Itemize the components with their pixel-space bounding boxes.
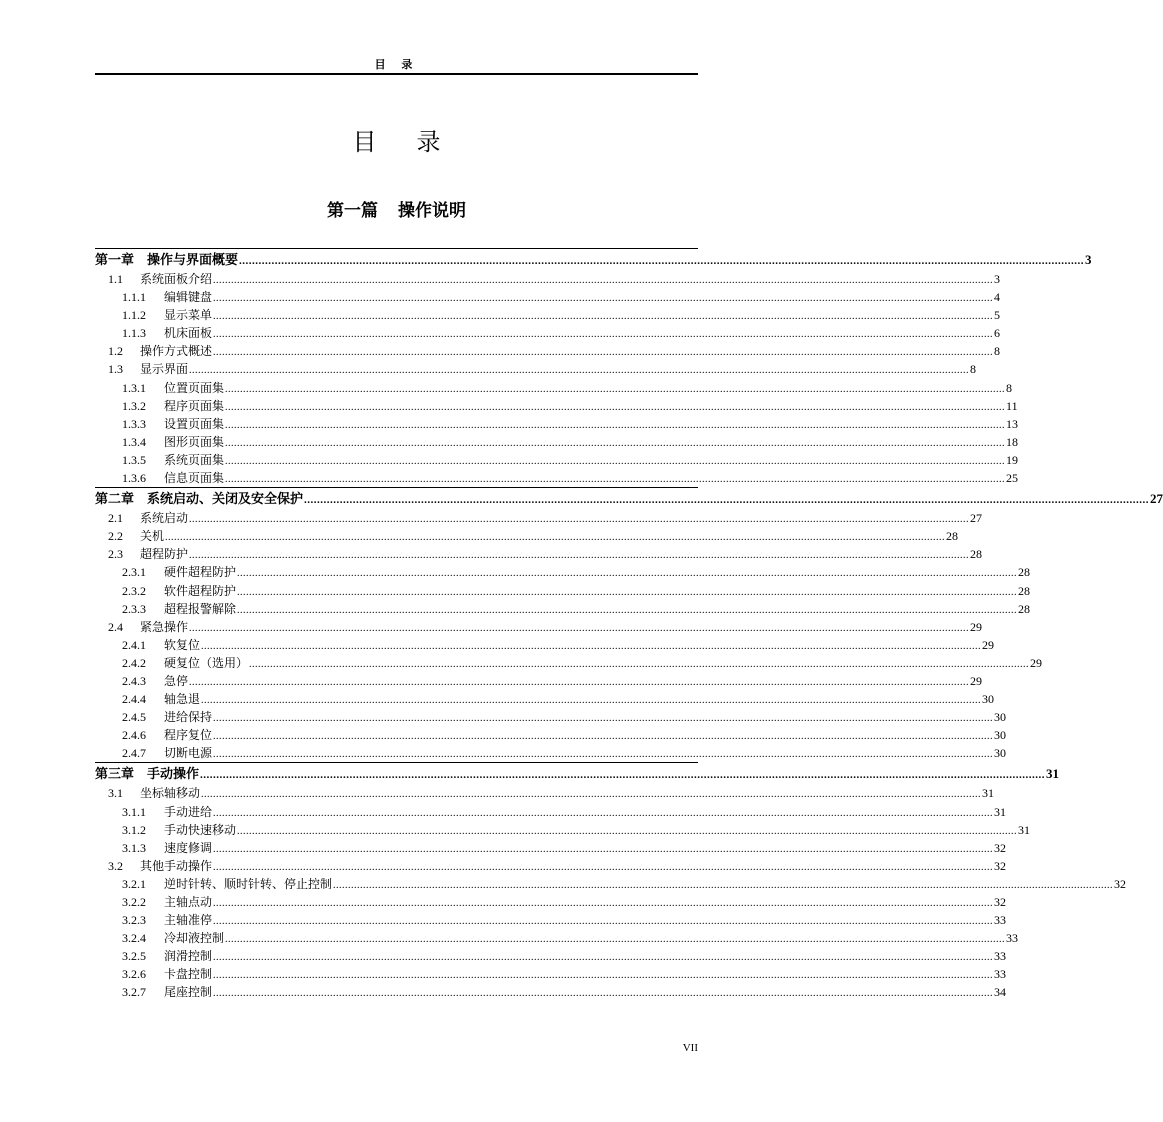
toc-leader-dots: .................................................................................................................................................................................................................................................................... — [237, 586, 1018, 598]
toc-entry-text: 逆时针转、顺时针转、停止控制 — [164, 876, 333, 891]
toc-leader-dots: .................................................................................................................................................................................................................................................................... — [189, 676, 970, 688]
toc-entry-number: 3.2.4 — [122, 931, 146, 946]
toc-leader-dots: .................................................................................................................................................................................................................................................................... — [165, 532, 946, 544]
toc-entry-page: 29 — [970, 673, 983, 688]
toc-entry-text: 尾座控制 — [164, 985, 213, 1000]
toc-entry-number: 2.3 — [108, 547, 123, 562]
toc-subsection-entry[interactable] — [95, 708, 1007, 726]
toc-entry-number: 3.2.2 — [122, 895, 146, 909]
toc-entry-page: 8 — [994, 344, 1001, 359]
toc-leader-dots: .................................................................................................................................................................................................................................................................... — [213, 916, 994, 928]
toc-entry-text: 速度修调 — [164, 840, 213, 855]
toc-entry-number: 1.3 — [108, 362, 123, 377]
toc-entry-number: 2.3.2 — [122, 583, 146, 598]
toc-leader-dots: .................................................................................................................................................................................................................................................................... — [213, 347, 994, 359]
toc-entry-text: 关机 — [140, 529, 165, 544]
toc-leader-dots: .................................................................................................................................................................................................................................................................... — [213, 329, 994, 341]
toc-entry-text: 操作与界面概要 — [147, 253, 239, 268]
toc-entry-page: 11 — [1006, 398, 1018, 413]
toc-subsection-entry[interactable] — [95, 672, 983, 690]
toc-leader-dots: .................................................................................................................................................................................................................................................................... — [213, 988, 994, 1000]
toc-entry-number: 3.2.7 — [122, 985, 146, 1000]
toc-leader-dots: .................................................................................................................................................................................................................................................................... — [201, 640, 982, 652]
toc-entry-page: 28 — [1018, 565, 1031, 580]
toc-section-entry[interactable] — [95, 618, 983, 636]
toc-subsection-entry[interactable] — [95, 726, 1007, 744]
toc-leader-dots: .................................................................................................................................................................................................................................................................... — [201, 695, 982, 707]
toc-entry-number: 3.1.3 — [122, 840, 146, 855]
toc-entry-page: 28 — [1018, 601, 1031, 616]
toc-entry-number: 1.1.2 — [122, 308, 146, 323]
toc-subsection-entry[interactable] — [95, 600, 1031, 618]
toc-entry-page: 18 — [1006, 434, 1019, 449]
toc-chapter-entry[interactable] — [95, 762, 1060, 784]
toc-subsection-entry[interactable] — [95, 965, 1007, 983]
toc-leader-dots: .................................................................................................................................................................................................................................................................... — [213, 275, 994, 286]
toc-leader-dots: .................................................................................................................................................................................................................................................................... — [213, 713, 994, 725]
toc-entry-number: 3.1.2 — [122, 822, 146, 837]
header-rule — [95, 73, 698, 75]
toc-entry-number: 1.3.4 — [122, 434, 146, 449]
toc-entry-text: 编辑键盘 — [164, 290, 213, 305]
toc-entry-number: 2.4.1 — [122, 637, 146, 652]
toc-entry-text: 进给保持 — [164, 710, 213, 725]
toc-leader-dots: .................................................................................................................................................................................................................................................................... — [225, 474, 1006, 486]
toc-entry-number: 1.3.5 — [122, 452, 146, 467]
toc-entry-page: 29 — [1030, 655, 1043, 670]
toc-entry-text: 机床面板 — [164, 326, 213, 341]
toc-leader-dots: .................................................................................................................................................................................................................................................................... — [213, 861, 994, 873]
toc-leader-dots: .................................................................................................................................................................................................................................................................... — [189, 365, 970, 377]
toc-subsection-entry[interactable] — [95, 839, 1007, 857]
toc-leader-dots: .................................................................................................................................................................................................................................................................... — [200, 769, 1046, 782]
toc-entry-page: 25 — [1006, 471, 1019, 486]
toc-leader-dots: .................................................................................................................................................................................................................................................................... — [304, 494, 1150, 507]
toc-entry-text: 手动进给 — [164, 804, 213, 819]
toc-leader-dots: .................................................................................................................................................................................................................................................................... — [225, 437, 1006, 449]
toc-entry-number: 2.3.1 — [122, 565, 146, 580]
toc-entry-number: 1.3.2 — [122, 398, 146, 413]
toc-entry-number: 2.3.3 — [122, 601, 146, 616]
toc-subsection-entry[interactable] — [95, 654, 1043, 672]
toc-leader-dots: .................................................................................................................................................................................................................................................................... — [225, 934, 1006, 946]
toc-leader-dots: .................................................................................................................................................................................................................................................................... — [237, 568, 1018, 580]
toc-chapter-entry[interactable] — [95, 487, 1163, 509]
toc-leader-dots: .................................................................................................................................................................................................................................................................... — [225, 455, 1006, 467]
toc-section-entry[interactable] — [95, 784, 995, 802]
toc-entry-page: 6 — [994, 326, 1001, 341]
toc-leader-dots: .................................................................................................................................................................................................................................................................... — [225, 383, 1006, 395]
toc-subsection-entry[interactable] — [95, 433, 1019, 451]
toc-entry-page: 32 — [994, 858, 1007, 873]
toc-leader-dots: .................................................................................................................................................................................................................................................................... — [237, 825, 1018, 837]
toc-entry-page: 28 — [970, 547, 983, 562]
toc-entry-text: 急停 — [164, 673, 189, 688]
toc-entry-number: 第三章 — [95, 767, 135, 783]
toc-leader-dots: .................................................................................................................................................................................................................................................................... — [213, 898, 994, 909]
toc-entry-page: 27 — [970, 511, 983, 526]
toc-entry-text: 图形页面集 — [164, 434, 225, 449]
toc-entry-text: 切断电源 — [164, 746, 213, 761]
toc-leader-dots: .................................................................................................................................................................................................................................................................... — [249, 658, 1030, 670]
toc-leader-dots: .................................................................................................................................................................................................................................................................... — [213, 311, 994, 323]
part-name: 操作说明 — [398, 201, 466, 221]
toc-entry-text: 超程报警解除 — [164, 601, 237, 616]
toc-entry-text: 显示菜单 — [164, 308, 213, 323]
toc-entry-number: 3.2 — [108, 858, 123, 873]
toc-entry-text: 硬件超程防护 — [164, 565, 237, 580]
toc-entry-page: 32 — [994, 840, 1007, 855]
toc-entry-text: 程序复位 — [164, 728, 213, 743]
toc-entry-text: 硬复位（选用） — [164, 655, 249, 670]
toc-leader-dots: .................................................................................................................................................................................................................................................................... — [213, 843, 994, 855]
toc-entry-page: 30 — [994, 728, 1007, 743]
toc-entry-page: 4 — [994, 290, 1001, 305]
toc-leader-dots: .................................................................................................................................................................................................................................................................... — [213, 952, 994, 964]
toc-leader-dots: .................................................................................................................................................................................................................................................................... — [225, 401, 1006, 413]
toc-subsection-entry[interactable] — [95, 379, 1013, 397]
toc-subsection-entry[interactable] — [95, 983, 1007, 1001]
toc-entry-number: 3.1.1 — [122, 804, 146, 819]
toc-entry-page: 33 — [994, 967, 1007, 982]
toc-subsection-entry[interactable] — [95, 929, 1019, 947]
toc-entry-text: 系统启动 — [140, 511, 189, 526]
toc-entry-text: 软件超程防护 — [164, 583, 237, 598]
toc-entry-page: 29 — [970, 619, 983, 634]
toc-leader-dots: .................................................................................................................................................................................................................................................................... — [189, 622, 970, 634]
toc-subsection-entry[interactable] — [95, 947, 1007, 965]
toc-entry-page: 32 — [1114, 876, 1127, 891]
toc-leader-dots: .................................................................................................................................................................................................................................................................... — [213, 749, 994, 761]
toc-entry-page: 33 — [994, 913, 1007, 928]
toc-section-entry[interactable] — [95, 527, 959, 545]
toc-section-entry[interactable] — [95, 360, 977, 378]
toc-entry-number: 3.2.5 — [122, 949, 146, 964]
toc-entry-page: 30 — [994, 746, 1007, 761]
toc-entry-number: 第一章 — [95, 253, 135, 268]
toc-entry-page: 33 — [1006, 931, 1019, 946]
toc-subsection-entry[interactable] — [95, 324, 1001, 342]
toc-entry-number: 1.2 — [108, 344, 123, 359]
toc-leader-dots: .................................................................................................................................................................................................................................................................... — [201, 789, 982, 801]
toc-entry-page: 34 — [994, 985, 1007, 1000]
toc-entry-page: 13 — [1006, 416, 1019, 431]
toc-entry-text: 轴急退 — [164, 692, 201, 707]
toc-subsection-entry[interactable] — [95, 563, 1031, 581]
toc-subsection-entry[interactable] — [95, 875, 1127, 893]
toc-leader-dots: .................................................................................................................................................................................................................................................................... — [213, 970, 994, 982]
toc-entry-text: 位置页面集 — [164, 380, 225, 395]
toc-entry-text: 卡盘控制 — [164, 967, 213, 982]
toc-entry-number: 2.4.4 — [122, 692, 146, 707]
toc-entry-text: 信息页面集 — [164, 471, 225, 486]
toc-subsection-entry[interactable] — [95, 288, 1001, 306]
toc-entry-number: 3.1 — [108, 786, 123, 801]
toc-entry-number: 1.3.6 — [122, 471, 146, 486]
toc-entry-page: 3 — [994, 272, 1001, 286]
toc-entry-page: 31 — [1046, 766, 1060, 782]
toc-entry-page: 19 — [1006, 452, 1019, 467]
toc-leader-dots: .................................................................................................................................................................................................................................................................... — [237, 604, 1018, 616]
toc-section-entry[interactable] — [95, 857, 1007, 875]
toc-subsection-entry[interactable] — [95, 744, 1007, 762]
toc-leader-dots: .................................................................................................................................................................................................................................................................... — [225, 419, 1006, 431]
toc-subsection-entry[interactable] — [95, 636, 995, 654]
toc-entry-number: 3.2.6 — [122, 967, 146, 982]
toc-section-entry[interactable] — [95, 270, 1001, 288]
toc-entry-text: 系统启动、关闭及安全保护 — [147, 492, 304, 508]
toc-entry-number: 1.3.3 — [122, 416, 146, 431]
toc-entry-number: 3.2.3 — [122, 913, 146, 928]
toc-entry-page: 28 — [946, 529, 959, 544]
running-header: 目 录 — [374, 58, 419, 71]
toc-subsection-entry[interactable] — [95, 821, 1031, 839]
toc-subsection-entry[interactable] — [95, 397, 1018, 415]
toc-subsection-entry[interactable] — [95, 469, 1019, 487]
toc-leader-dots: .................................................................................................................................................................................................................................................................... — [239, 255, 1085, 267]
toc-entry-text: 系统面板介绍 — [140, 272, 213, 286]
toc-entry-text: 其他手动操作 — [140, 858, 213, 873]
toc-entry-text: 软复位 — [164, 637, 201, 652]
toc-entry-text: 手动操作 — [147, 767, 200, 783]
toc-entry-number: 2.4.7 — [122, 746, 146, 761]
toc-leader-dots: .................................................................................................................................................................................................................................................................... — [189, 514, 970, 526]
toc-entry-number: 1.1.3 — [122, 326, 146, 341]
toc-entry-page: 33 — [994, 949, 1007, 964]
toc-entry-number: 3.2.1 — [122, 876, 146, 891]
toc-entry-text: 冷却液控制 — [164, 931, 225, 946]
toc-entry-page: 5 — [994, 308, 1001, 323]
part-label: 第一篇 — [327, 201, 378, 221]
table-of-contents — [95, 248, 1163, 1002]
toc-entry-page: 31 — [994, 804, 1007, 819]
toc-section-entry[interactable] — [95, 545, 983, 563]
toc-entry-text: 设置页面集 — [164, 416, 225, 431]
toc-leader-dots: .................................................................................................................................................................................................................................................................... — [213, 293, 994, 305]
toc-entry-number: 2.1 — [108, 511, 123, 526]
toc-entry-number: 2.4.3 — [122, 673, 146, 688]
toc-entry-text: 润滑控制 — [164, 949, 213, 964]
toc-leader-dots: .................................................................................................................................................................................................................................................................... — [213, 807, 994, 819]
toc-entry-number: 2.4.5 — [122, 710, 146, 725]
toc-entry-page: 31 — [1018, 822, 1031, 837]
toc-leader-dots: .................................................................................................................................................................................................................................................................... — [213, 731, 994, 743]
toc-entry-page: 28 — [1018, 583, 1031, 598]
toc-entry-page: 8 — [1006, 380, 1013, 395]
toc-subsection-entry[interactable] — [95, 582, 1031, 600]
toc-entry-number: 第二章 — [95, 492, 135, 508]
toc-subsection-entry[interactable] — [95, 803, 1007, 821]
toc-entry-number: 1.1.1 — [122, 290, 146, 305]
toc-entry-text: 系统页面集 — [164, 452, 225, 467]
toc-section-entry[interactable] — [95, 509, 983, 527]
toc-subsection-entry[interactable] — [95, 451, 1019, 469]
page-number: VII — [682, 1042, 698, 1054]
toc-title: 目录 — [352, 128, 481, 156]
toc-entry-number: 1.1 — [108, 272, 123, 286]
toc-entry-number: 1.3.1 — [122, 380, 146, 395]
toc-entry-page: 30 — [994, 710, 1007, 725]
toc-entry-page: 29 — [982, 637, 995, 652]
toc-leader-dots: .................................................................................................................................................................................................................................................................... — [333, 879, 1114, 891]
toc-entry-page: 3 — [1085, 252, 1092, 267]
toc-entry-text: 主轴准停 — [164, 913, 213, 928]
toc-section-entry[interactable] — [95, 342, 1001, 360]
part-title — [95, 198, 698, 224]
toc-entry-text: 操作方式概述 — [140, 344, 213, 359]
toc-subsection-entry[interactable] — [95, 306, 1001, 324]
toc-subsection-entry[interactable] — [95, 893, 1007, 911]
toc-entry-number: 2.4.6 — [122, 728, 146, 743]
toc-entry-number: 2.4 — [108, 619, 123, 634]
toc-entry-page: 8 — [970, 362, 977, 377]
toc-entry-text: 程序页面集 — [164, 398, 225, 413]
toc-subsection-entry[interactable] — [95, 690, 995, 708]
toc-entry-page: 30 — [982, 692, 995, 707]
toc-subsection-entry[interactable] — [95, 415, 1019, 433]
toc-subsection-entry[interactable] — [95, 911, 1007, 929]
toc-entry-text: 主轴点动 — [164, 895, 213, 909]
toc-entry-page: 27 — [1150, 491, 1163, 507]
toc-entry-text: 超程防护 — [140, 547, 189, 562]
toc-chapter-entry[interactable] — [95, 248, 1092, 270]
toc-entry-number: 2.2 — [108, 529, 123, 544]
toc-entry-text: 紧急操作 — [140, 619, 189, 634]
toc-entry-text: 坐标轴移动 — [140, 786, 201, 801]
toc-entry-page: 31 — [982, 786, 995, 801]
toc-entry-text: 手动快速移动 — [164, 822, 237, 837]
toc-entry-page: 32 — [994, 895, 1007, 909]
toc-entry-number: 2.4.2 — [122, 655, 146, 670]
toc-entry-text: 显示界面 — [140, 362, 189, 377]
toc-leader-dots: .................................................................................................................................................................................................................................................................... — [189, 550, 970, 562]
